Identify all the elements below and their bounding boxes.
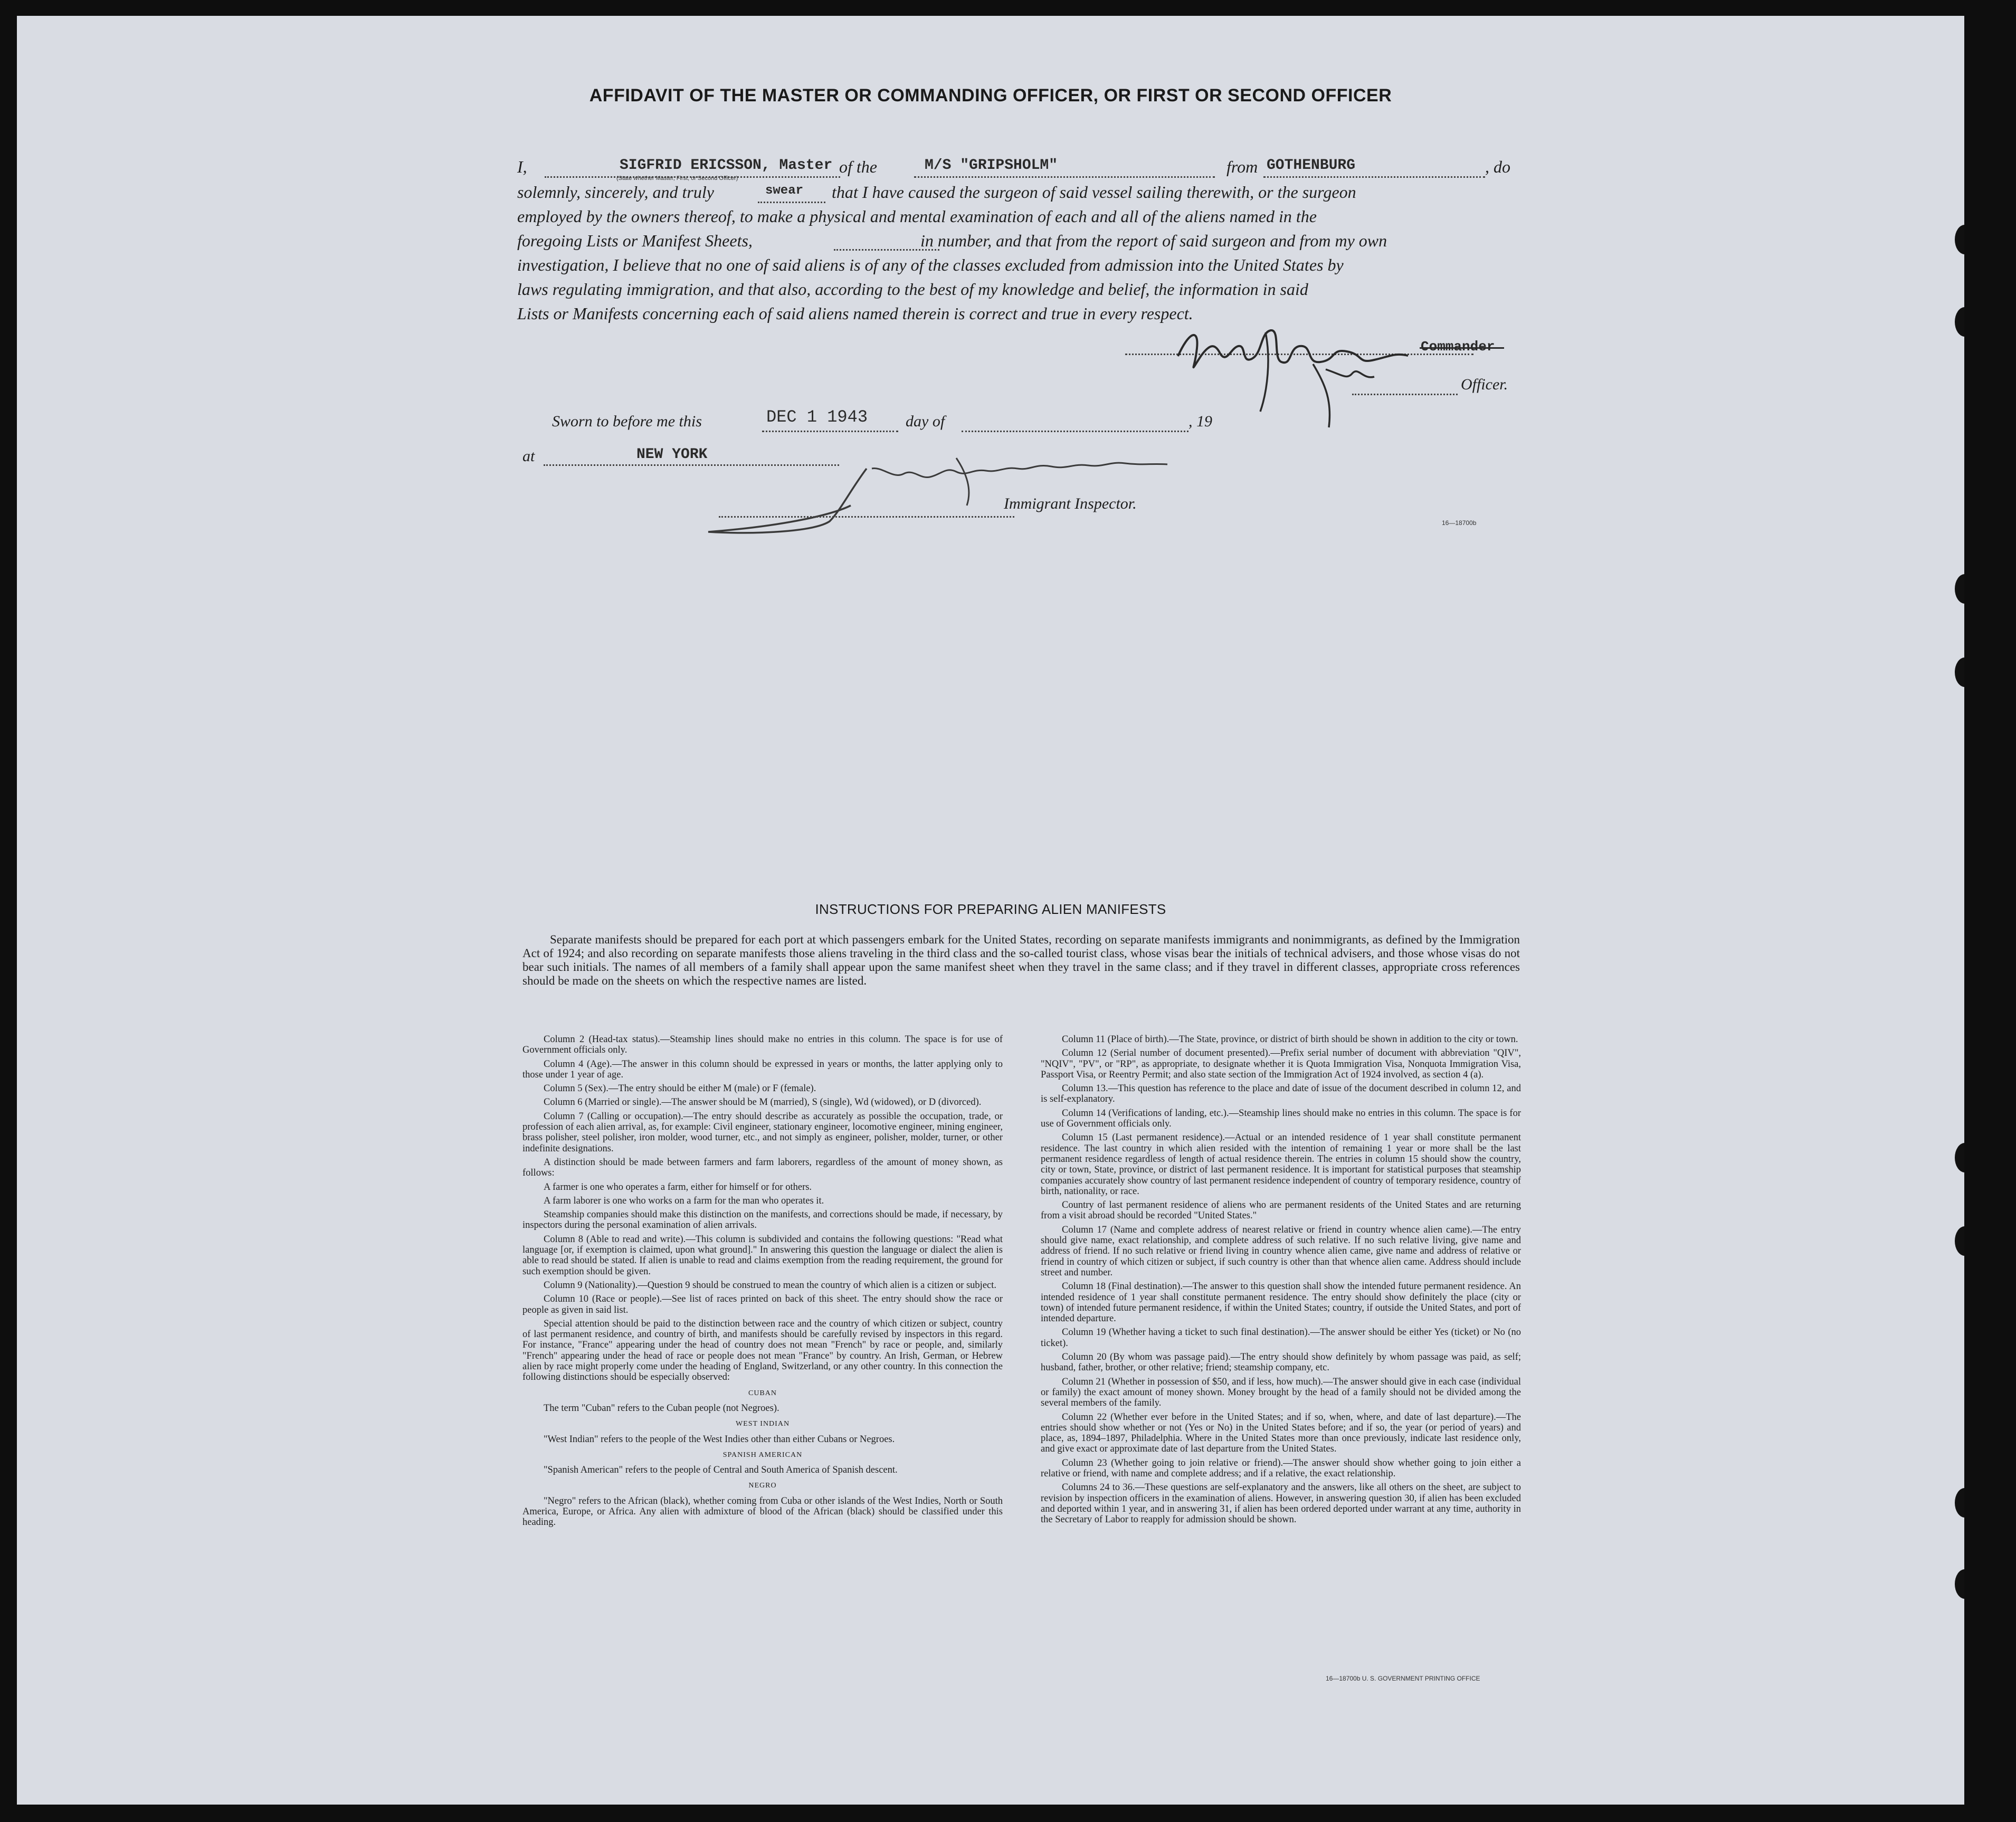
printer-note: 16—18700b U. S. GOVERNMENT PRINTING OFFICE [1326,1675,1480,1682]
left-item: Special attention should be paid to the distinction between race and the country of which citizen or subject, country of last permanent residence, and country of birth, and manifests should be carefully revised by inspectors in this regard. For instance, "France" appearing under the head of country does not mean "French" by race or people, and, similarly "French" appearing under the head of race or people does not mean "France" by country. An Irish, German, or Hebrew alien by race might properly come under the heading of England, Switzerland, or any other country. In this connection the following distinctions should be especially observed: [522,1318,1003,1383]
rank-note: (State whether Master, First, or Second Officer) [616,175,738,182]
month-line [962,431,1188,432]
left-item: Column 8 (Able to read and write).—This column is subdivided and contains the following questions: "Read what language [or, if exemption is claimed, upon what ground]." In answering this question the language or dialect the alien is able to read should be stated. If alien is unable to read and claims exemption from the reading requirement, the ground for such exemption should be given. [522,1234,1003,1277]
binder-hole [1955,225,1964,254]
sworn-place: NEW YORK [636,446,708,463]
right-item: Column 17 (Name and complete address of nearest relative or friend in country whence alien came).—The entry should give name, exact relationship, and complete address of such relative. If no such relative living, give name and address of friend. If no such relative or friend living in country whence alien came, give name and address of relative or friend in country of which citizen or subject, if such country is other than that whence alien came. Address should include street and number. [1041,1224,1521,1278]
west-indian-heading: WEST INDIAN [735,1420,790,1428]
binder-hole [1955,657,1964,687]
instructions-intro: Separate manifests should be prepared for each port at which passengers embark for the United States, recording on separate manifests immigrants and nonimmigrants, as defined by the Immigration Act of 1924; and also recording on separate manifests those aliens traveling in the third class and the so-called tourist class, whose visas bear the initials of technical advisers, and those whose visas do not bear such initials. The names of all members of a family shall appear upon the same manifest sheet when they travel in the same class; and if they travel in different classes, appropriate cross references should be made on the sheets on which the respective names are listed. [522,933,1520,987]
spanish-american-heading: SPANISH AMERICAN [722,1451,803,1459]
sworn-date-line [762,431,898,432]
officer-label-line [1352,394,1458,395]
right-item: Column 22 (Whether ever before in the United States; and if so, when, where, and date of last departure).—The entries should show whether or not (Yes or No) in the United States before; and if so, the year (or period of years) and place, as, 1894–1897, Philadelphia. Where in the United States more than once previously, indicate last residence only, and give exact or approximate date of last departure from the United States. [1041,1411,1521,1455]
right-item: Column 20 (By whom was passage paid).—The entry should show definitely by whom passage was paid, as self; husband, father, brother, or other relative; friend; steamship company, etc. [1041,1352,1521,1373]
day-of-label: day of [906,413,945,430]
spanish-american-text: "Spanish American" refers to the people of Central and South America of Spanish descent. [544,1465,898,1476]
instructions-title: INSTRUCTIONS FOR PREPARING ALIEN MANIFESTS [815,901,1166,917]
negro-heading: NEGRO [748,1482,777,1490]
right-item: Column 19 (Whether having a ticket to such final destination).—The answer should be either Yes (ticket) or No (no ticket). [1041,1327,1521,1349]
right-item: Column 13.—This question has reference to the place and date of issue of the document described in column 12, and is self-explanatory. [1041,1083,1521,1105]
right-item: Column 12 (Serial number of document presented).—Prefix serial number of document with abbreviation "QIV", "NQIV", "PV", or "RP", as appropriate, to designate whether it is Quota Immigration Visa, Nonquota Immigration Visa, Passport Visa, or Reentry Permit; and also state section of the Immigration Act of 1924 involved, as section 4 (a). [1041,1048,1521,1080]
affidavit-line-7: Lists or Manifests concerning each of said aliens named therein is correct and true in every respect. [517,304,1193,323]
right-item: Column 14 (Verifications of landing, etc.).—Steamship lines should make no entries in this column. The space is for use of Government officials only. [1041,1108,1521,1130]
affidavit-do: , do [1485,157,1510,176]
instructions-left-column [522,1034,1003,1699]
sworn-date: DEC 1 1943 [766,407,868,427]
left-item: A farmer is one who operates a farm, either for himself or for others. [544,1181,812,1193]
cuban-text: The term "Cuban" refers to the Cuban people (not Negroes). [544,1403,779,1414]
master-name: SIGFRID ERICSSON, Master [620,157,833,174]
affidavit-line-2: solemnly, sincerely, and truly that I have caused the surgeon of said vessel sailing therewith, or the surgeon [517,183,1356,202]
negro-text: "Negro" refers to the African (black), whether coming from Cuba or other islands of the West Indies, North or South America, Europe, or Africa. Any alien with admixture of blood of the African (black) should be classified under this heading. [522,1495,1003,1528]
west-indian-text: "West Indian" refers to the people of the West Indies other than either Cubans or Negroes. [544,1434,895,1445]
affidavit-line-4: foregoing Lists or Manifest Sheets, in number, and that from the report of said surgeon and from my own [517,231,1387,250]
right-item: Country of last permanent residence of aliens who are permanent residents of the United States and are returning from a visit abroad should be recorded "United States." [1041,1200,1521,1222]
affidavit-i: I, [517,157,527,176]
right-item: Column 15 (Last permanent residence).—Actual or an intended residence of 1 year shall constitute permanent residence. The last country in which alien resided with the intention of remaining 1 year or more shall be the last permanent residence regardless of length of actual residence therein. The entries in column 15 should show the country, city or town, State, province, or district of last permanent residence. It is important for statistical purposes that steamship companies accurately show country of last permanent residence independent of country of temporary residence, country of birth, nationality, or race. [1041,1132,1521,1197]
manifest-sheet [17,16,1964,1805]
binder-hole [1955,574,1964,604]
binder-hole [1955,1488,1964,1518]
left-item: Column 2 (Head-tax status).—Steamship lines should make no entries in this column. The space is for use of Government officials only. [522,1034,1003,1056]
left-item: Column 5 (Sex).—The entry should be either M (male) or F (female). [544,1083,816,1094]
port-line [1263,176,1485,178]
sworn-label: Sworn to before me this [552,413,702,430]
oath-line [758,202,825,203]
at-label: at [522,447,535,465]
affidavit-title: AFFIDAVIT OF THE MASTER OR COMMANDING OFFICER, OR FIRST OR SECOND OFFICER [589,85,1392,106]
cuban-heading: CUBAN [748,1389,777,1397]
left-item: A distinction should be made between farmers and farm laborers, regardless of the amount of money shown, as follows: [522,1157,1003,1179]
right-item: Column 18 (Final destination).—The answer to this question shall show the intended future permanent residence. An intended residence of 1 year shall constitute permanent residence. The entry should show definitely the place (city or town) of intended future permanent residence, if within the United States; country, if outside the United States, and port of intended departure. [1041,1281,1521,1324]
affidavit-of-the: of the [839,157,877,176]
affidavit-line-6: laws regulating immigration, and that also, according to the best of my knowledge and belief, the information in said [517,280,1308,299]
left-item: Column 7 (Calling or occupation).—The entry should describe as accurately as possible the occupation, trade, or profession of each alien arrival, as, for example: Civil engineer, stationary engineer, locomotive engineer, mining engineer, brass polisher, steel polisher, iron molder, wood turner, etc., and not simply as engineer, polisher, molder, turner, or other indefinite designations. [522,1111,1003,1154]
number-line [834,249,939,251]
affidavit-line-5: investigation, I believe that no one of said aliens is of any of the classes excluded from admission into the United States by [517,255,1344,274]
instructions-right-column [1041,1034,1521,1699]
oath-word: swear [765,184,804,198]
affidavit-line-3: employed by the owners thereof, to make a physical and mental examination of each and all of the aliens named in the [517,207,1317,226]
officer-label: Officer. [1461,376,1508,393]
left-item: Column 10 (Race or people).—See list of races printed on back of this sheet. The entry should show the race or people as given in said list. [522,1294,1003,1315]
binder-hole [1955,1226,1964,1256]
binder-hole [1955,307,1964,337]
left-item: A farm laborer is one who works on a farm for the man who operates it. [544,1195,824,1206]
binder-hole [1955,1569,1964,1599]
right-item: Column 21 (Whether in possession of $50, and if less, how much).—The answer should give in each case (individual or family) the exact amount of money shown. Money brought by the head of a family should not be divided among the several members of the family. [1041,1376,1521,1409]
right-item: Column 23 (Whether going to join relative or friend).—The answer should show whether going to join either a relative or friend, with name and complete address; and if a relative, the exact relationship. [1041,1457,1521,1479]
strikethrough [1420,347,1504,349]
binder-hole [1955,1143,1964,1172]
departure-port: GOTHENBURG [1267,157,1356,174]
vessel-line [914,176,1215,178]
affidavit-from: from [1226,157,1258,176]
left-item: Column 4 (Age).—The answer in this column should be expressed in years or months, the latter applying only to those under 1 year of age. [522,1058,1003,1080]
vessel-name: M/S "GRIPSHOLM" [925,157,1058,174]
right-item: Column 11 (Place of birth).—The State, province, or district of birth should be shown in addition to the city or town. [1062,1034,1518,1045]
left-item: Steamship companies should make this distinction on the manifests, and corrections should be made, if necessary, by inspectors during the personal examination of alien arrivals. [522,1209,1003,1231]
year-prefix: , 19 [1188,413,1212,430]
inspector-label: Immigrant Inspector. [1004,495,1137,512]
left-item: Column 6 (Married or single).—The answer should be M (married), S (single), Wd (widowed), or D (divorced). [544,1097,982,1108]
affidavit-form-number: 16—18700b [1442,519,1477,527]
inspector-line [719,516,1014,518]
right-item: Columns 24 to 36.—These questions are self-explanatory and the answers, like all others on the sheet, are subject to revision by inspection officers in the examination of aliens. However, in answering question 30, if alien has been excluded and deported within 1 year, and in answering 31, if alien has been ordered deported under warrant at any time, authority in the Secretary of Labor to reapply for admission should be shown. [1041,1482,1521,1525]
struck-commander: Commander [1421,339,1495,355]
left-item: Column 9 (Nationality).—Question 9 should be construed to mean the country of which alien is a citizen or subject. [544,1280,997,1291]
